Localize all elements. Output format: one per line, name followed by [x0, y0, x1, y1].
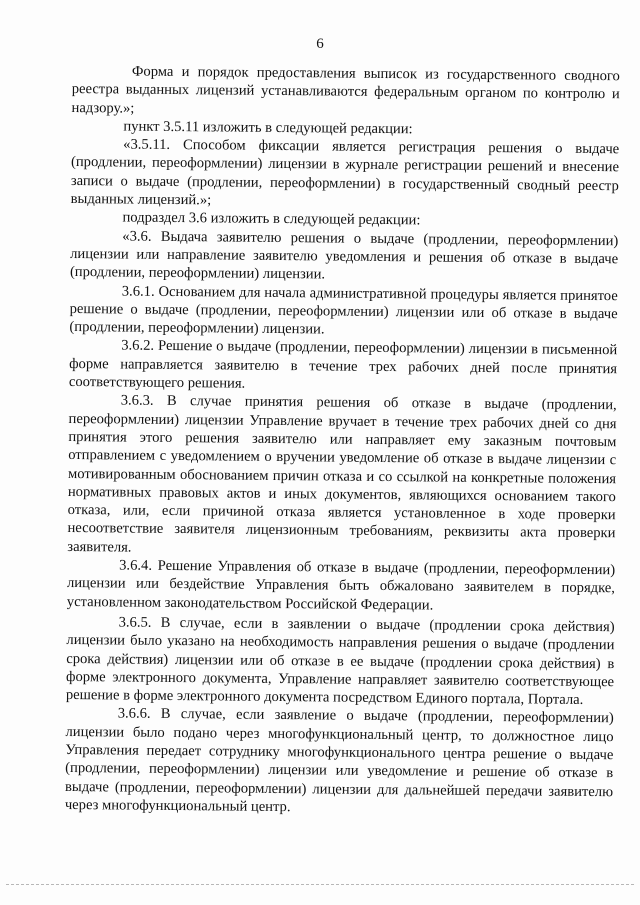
- scan-edge-line: [6, 884, 634, 885]
- paragraph-3-6-4: 3.6.4. Решение Управления об отказе в выдаче (продлении, переоформлении) лицензии или бездействие Управления быть обжаловано заявителем в порядке, установленном законодательством Российской Федерации.: [66, 557, 616, 614]
- page-number: 6: [316, 36, 324, 52]
- paragraph-3-6-3: 3.6.3. В случае принятия решения об отказе в выдаче (продлении, переоформлении) лицензии Управление вручает в течение трех рабочих дней со дня принятия этого решения заявителю или направляет ему заказным почтовым отправлением с уведомлением о вручении уведомление об отказе в выдаче лицензии с мотивированным обоснованием причин отказа и со ссылкой на конкретные положения нормативных правовых актов и иных документов, являющихся основанием такого отказа, или, если причиной отказа является установленное в ходе проверки несоответствие заявителя лицензионным требованиям, реквизиты акта проверки заявителя.: [67, 392, 617, 556]
- paragraph-3-6-6: 3.6.6. В случае, если заявление о выдаче (продлении, переоформлении) лицензии было подано через многофункциональный центр, то должностное лицо Управления передает сотруднику многофункционального центра решение о выдаче (продлении, переоформлении) лицензии или уведомление и решение об отказе в выдаче (продлении, переоформлении) лицензии для дальнейшей передачи заявителю через многофункциональный центр.: [64, 705, 614, 816]
- paragraph-item-3-5-11-heading: пункт 3.5.11 изложить в следующей редакции:: [123, 118, 413, 138]
- paragraph-form-and-procedure: Форма и порядок предоставления выписок из государственного сводного реестра выданных лицензий устанавливаются федеральным органом по контролю и надзору.»;: [71, 63, 620, 117]
- paragraph-3-6-2: 3.6.2. Решение о выдаче (продлении, переоформлении) лицензии в письменной форме направляется заявителю в течение трех рабочих дней после принятия соответствующего решения.: [68, 337, 618, 392]
- paragraph-3-6: «3.6. Выдача заявителю решения о выдаче (продлении, переоформлении) лицензии или направление заявителю уведомления и решения об отказе в выдаче (продлении, переоформлении) лицензии.: [69, 228, 619, 283]
- paragraph-3-6-5: 3.6.5. В случае, если в заявлении о выдаче (продлении срока действия) лицензии было указано на необходимость направления решения о выдаче (продлении срока действия) лицензии или об отказе в ее выдаче (продлении срока действия) в форме электронного документа, Управление направляет заявителю соответствующее решение в форме электронного документа посредством Единого портала, Портала.: [65, 614, 615, 709]
- paragraph-subsection-3-6-heading: подраздел 3.6 изложить в следующей редакции:: [122, 209, 421, 229]
- paragraph-3-6-1: 3.6.1. Основанием для начала административной процедуры является принятое решение о выдаче (продлении, переоформлении) лицензии или об отказе в выдаче (продлении, переоформлении) лицензии.: [69, 283, 618, 338]
- paragraph-3-5-11: «3.5.11. Способом фиксации является регистрация решения о выдаче (продлении, переоформлении) лицензии в журнале регистрации решений и внесение записи о выдаче (продлении, переоформлении) в государственный сводный реестр выданных лицензий.»;: [70, 136, 620, 209]
- document-body: [65, 62, 620, 819]
